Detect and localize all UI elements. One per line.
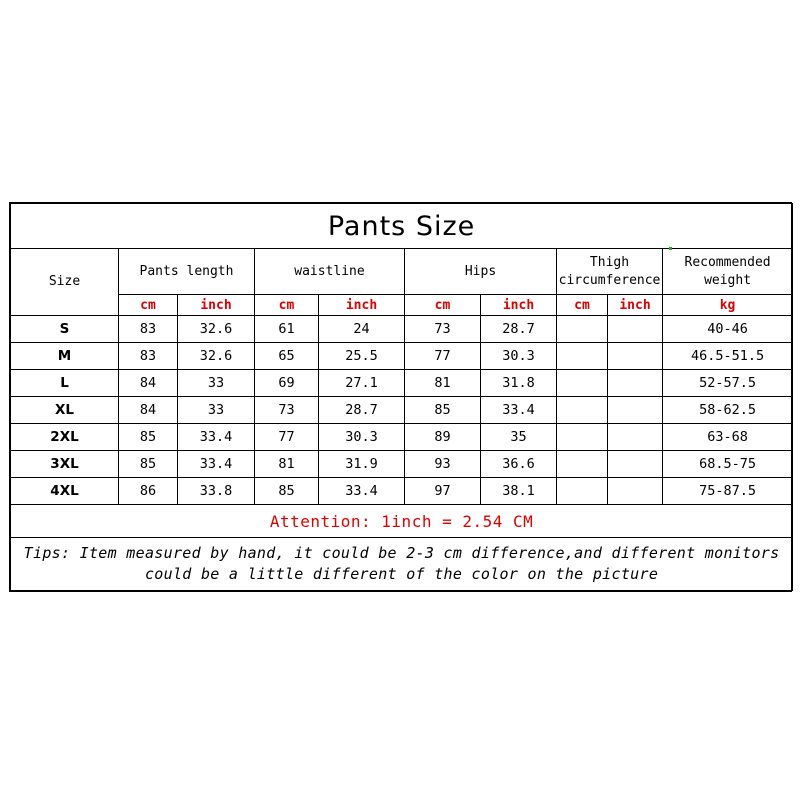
- pants-length-cm-cell: 84: [119, 397, 178, 424]
- thigh-inch-cell: [608, 343, 663, 370]
- header-weight-line2: weight: [704, 272, 752, 288]
- table-row: [11, 451, 793, 478]
- thigh-inch-cell: [608, 451, 663, 478]
- unit-inch: inch: [481, 295, 557, 316]
- thigh-inch-cell: [608, 397, 663, 424]
- tips-line1: Tips: Item measured by hand, it could be 2-3 cm difference,and different monitors: [23, 544, 780, 562]
- waistline-inch-cell: 27.1: [319, 370, 405, 397]
- hips-inch-cell: 33.4: [481, 397, 557, 424]
- pants-length-inch-cell: 33.4: [178, 451, 255, 478]
- tips-note: [11, 538, 793, 591]
- header-thigh: [557, 249, 663, 295]
- header-waistline: waistline: [255, 249, 405, 295]
- unit-cm: cm: [557, 295, 608, 316]
- unit-kg: kg: [663, 295, 793, 316]
- thigh-cm-cell: [557, 424, 608, 451]
- waistline-inch-cell: 31.9: [319, 451, 405, 478]
- table-row: [11, 424, 793, 451]
- weight-kg-cell: 63-68: [663, 424, 793, 451]
- thigh-inch-cell: [608, 316, 663, 343]
- hips-inch-cell: 31.8: [481, 370, 557, 397]
- weight-kg-cell: 40-46: [663, 316, 793, 343]
- hips-inch-cell: 30.3: [481, 343, 557, 370]
- thigh-cm-cell: [557, 343, 608, 370]
- hips-inch-cell: 28.7: [481, 316, 557, 343]
- weight-kg-cell: 75-87.5: [663, 478, 793, 505]
- size-cell: M: [11, 343, 119, 370]
- hips-inch-cell: 38.1: [481, 478, 557, 505]
- pants-length-inch-cell: 33.8: [178, 478, 255, 505]
- hips-cm-cell: 89: [405, 424, 481, 451]
- unit-cm: cm: [119, 295, 178, 316]
- thigh-cm-cell: [557, 370, 608, 397]
- thigh-inch-cell: [608, 478, 663, 505]
- pants-length-inch-cell: 32.6: [178, 343, 255, 370]
- hips-cm-cell: 77: [405, 343, 481, 370]
- waistline-inch-cell: 24: [319, 316, 405, 343]
- table-row: [11, 343, 793, 370]
- pants-length-inch-cell: 32.6: [178, 316, 255, 343]
- waistline-cm-cell: 77: [255, 424, 319, 451]
- weight-kg-cell: 46.5-51.5: [663, 343, 793, 370]
- tips-line2: could be a little different of the color on the picture: [144, 565, 659, 583]
- hips-inch-cell: 36.6: [481, 451, 557, 478]
- hips-cm-cell: 73: [405, 316, 481, 343]
- header-size: Size: [11, 249, 119, 316]
- thigh-inch-cell: [608, 370, 663, 397]
- pants-length-cm-cell: 83: [119, 316, 178, 343]
- waistline-cm-cell: 85: [255, 478, 319, 505]
- size-cell: XL: [11, 397, 119, 424]
- weight-kg-cell: 68.5-75: [663, 451, 793, 478]
- hips-cm-cell: 85: [405, 397, 481, 424]
- header-thigh-line2: circumference: [558, 272, 661, 288]
- header-weight-line1: Recommended: [684, 254, 771, 270]
- thigh-cm-cell: [557, 478, 608, 505]
- size-chart: [9, 202, 792, 592]
- hips-inch-cell: 35: [481, 424, 557, 451]
- green-marker: [669, 247, 672, 250]
- pants-length-cm-cell: 85: [119, 424, 178, 451]
- header-pants-length: Pants length: [119, 249, 255, 295]
- table-row: [11, 370, 793, 397]
- waistline-inch-cell: 30.3: [319, 424, 405, 451]
- waistline-cm-cell: 65: [255, 343, 319, 370]
- weight-kg-cell: 58-62.5: [663, 397, 793, 424]
- size-cell: 3XL: [11, 451, 119, 478]
- unit-inch: inch: [319, 295, 405, 316]
- table-row: [11, 397, 793, 424]
- waistline-cm-cell: 69: [255, 370, 319, 397]
- unit-inch: inch: [608, 295, 663, 316]
- size-cell: 2XL: [11, 424, 119, 451]
- size-table: [10, 203, 793, 591]
- hips-cm-cell: 93: [405, 451, 481, 478]
- waistline-inch-cell: 33.4: [319, 478, 405, 505]
- chart-title: Pants Size: [11, 204, 793, 249]
- pants-length-cm-cell: 85: [119, 451, 178, 478]
- waistline-cm-cell: 61: [255, 316, 319, 343]
- size-cell: L: [11, 370, 119, 397]
- attention-note: Attention: 1inch = 2.54 CM: [11, 505, 793, 538]
- waistline-inch-cell: 28.7: [319, 397, 405, 424]
- unit-cm: cm: [405, 295, 481, 316]
- unit-inch: inch: [178, 295, 255, 316]
- header-thigh-line1: Thigh: [589, 254, 630, 270]
- pants-length-cm-cell: 84: [119, 370, 178, 397]
- size-cell: S: [11, 316, 119, 343]
- pants-length-inch-cell: 33: [178, 397, 255, 424]
- table-row: [11, 478, 793, 505]
- waistline-cm-cell: 81: [255, 451, 319, 478]
- unit-cm: cm: [255, 295, 319, 316]
- weight-kg-cell: 52-57.5: [663, 370, 793, 397]
- hips-cm-cell: 97: [405, 478, 481, 505]
- waistline-cm-cell: 73: [255, 397, 319, 424]
- pants-length-inch-cell: 33: [178, 370, 255, 397]
- size-cell: 4XL: [11, 478, 119, 505]
- header-hips: Hips: [405, 249, 557, 295]
- pants-length-inch-cell: 33.4: [178, 424, 255, 451]
- table-row: [11, 316, 793, 343]
- pants-length-cm-cell: 83: [119, 343, 178, 370]
- thigh-cm-cell: [557, 316, 608, 343]
- hips-cm-cell: 81: [405, 370, 481, 397]
- waistline-inch-cell: 25.5: [319, 343, 405, 370]
- pants-length-cm-cell: 86: [119, 478, 178, 505]
- thigh-cm-cell: [557, 451, 608, 478]
- header-weight: [663, 249, 793, 295]
- thigh-cm-cell: [557, 397, 608, 424]
- thigh-inch-cell: [608, 424, 663, 451]
